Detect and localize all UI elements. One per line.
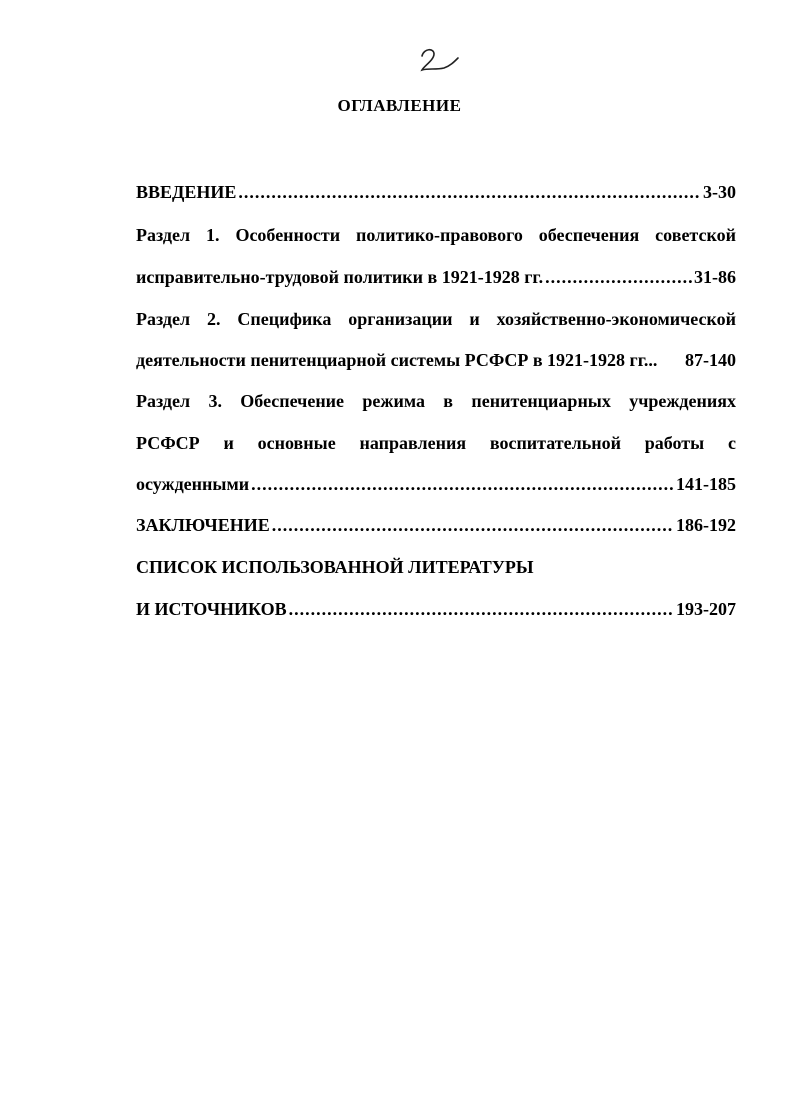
toc-entry-intro <box>136 181 736 203</box>
toc-entry-label: И ИСТОЧНИКОВ <box>136 599 287 619</box>
toc-entry-label: ЗАКЛЮЧЕНИЕ <box>136 515 270 535</box>
toc-entry-section1-line1: Раздел 1. Особенности политико-правового обеспечения советской <box>136 225 736 245</box>
toc-leader-dots <box>289 598 674 620</box>
toc-leader-dots <box>251 473 674 495</box>
toc-entry-bibliography-line2 <box>136 598 736 620</box>
toc-entry-label: ВВЕДЕНИЕ <box>136 182 237 202</box>
toc-entry-section2-line2 <box>136 349 736 371</box>
toc-entry-pages: 31-86 <box>694 267 736 287</box>
toc-entry-pages: 193-207 <box>676 599 736 619</box>
toc-entry-label: деятельности пенитенциарной системы РСФСР в 1921-1928 гг... <box>136 350 658 370</box>
toc-entry-pages: 141-185 <box>676 474 736 494</box>
toc-entry-label: осужденными <box>136 474 250 494</box>
toc-leader-dots <box>238 181 701 203</box>
toc-entry-bibliography-line1: СПИСОК ИСПОЛЬЗОВАННОЙ ЛИТЕРАТУРЫ <box>136 557 534 577</box>
page-title: ОГЛАВЛЕНИЕ <box>337 96 462 115</box>
toc-entry-section1-line2 <box>136 266 736 288</box>
toc-entry-section2-line1: Раздел 2. Специфика организации и хозяйственно-экономической <box>136 309 736 329</box>
toc-leader-dots <box>545 266 692 288</box>
handwritten-mark-drawing <box>414 40 474 80</box>
toc-entry-section3-line2: РСФСР и основные направления воспитательной работы с <box>136 433 736 453</box>
toc-entry-pages: 87-140 <box>685 350 736 370</box>
handwritten-page-number <box>414 40 474 80</box>
toc-entry-section3-line1: Раздел 3. Обеспечение режима в пенитенциарных учреждениях <box>136 391 736 411</box>
toc-entry-pages: 3-30 <box>703 182 736 202</box>
toc-entry-conclusion <box>136 514 736 536</box>
toc-entry-label: исправительно-трудовой политики в 1921-1928 гг. <box>136 267 544 287</box>
toc-leader-dots <box>272 514 674 536</box>
toc-entry-section3-line3 <box>136 473 736 495</box>
toc-entry-pages: 186-192 <box>676 515 736 535</box>
